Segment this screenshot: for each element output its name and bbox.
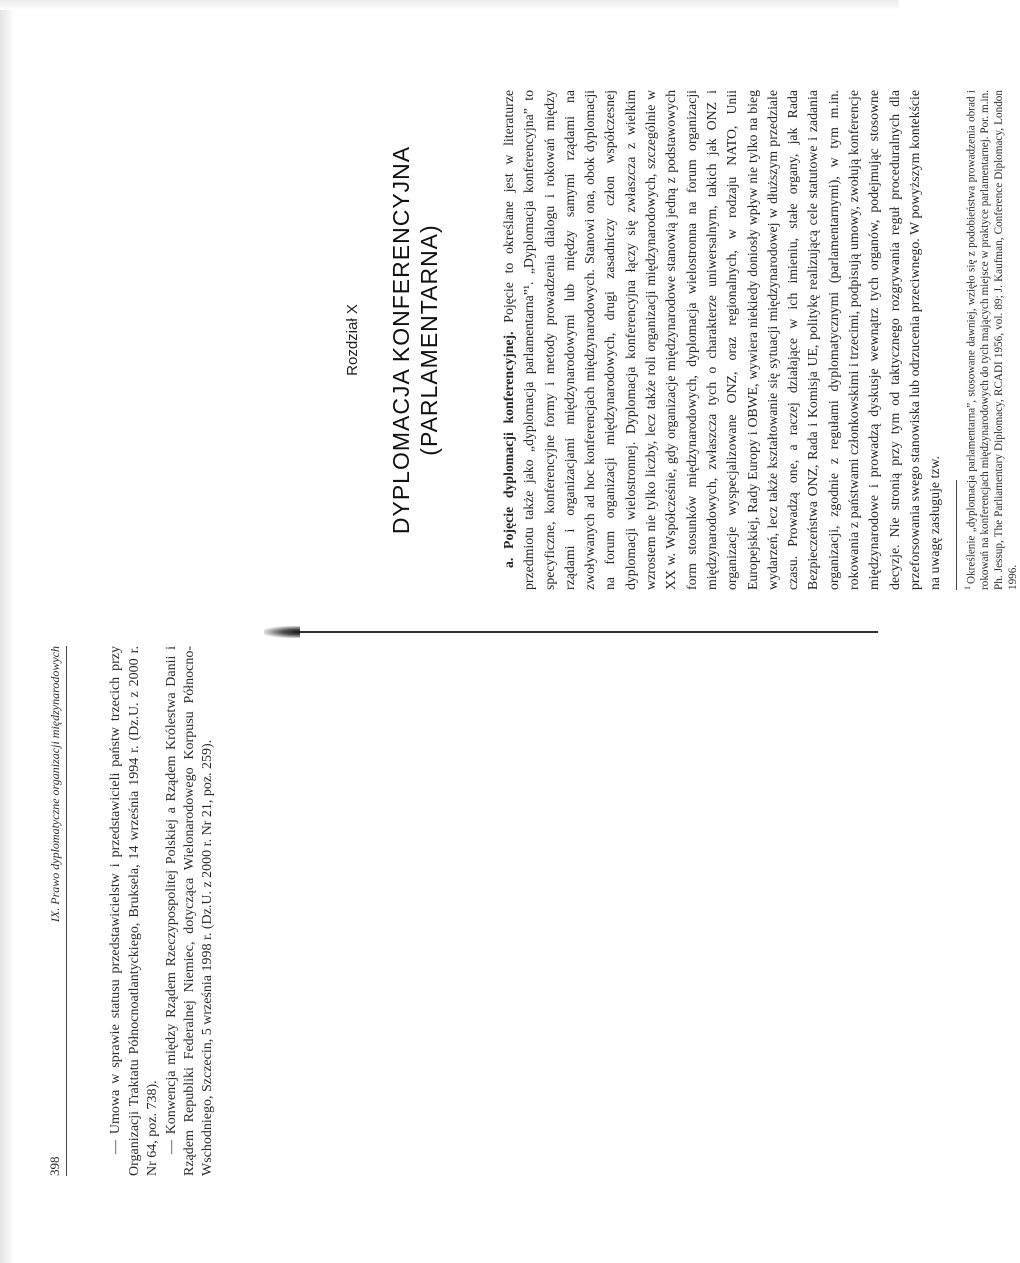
treaty-entry: — Umowa w sprawie statusu przedstawicielstw i przedstawicieli państw trzecich przy Organizacji Traktatu Północnoatlantyckiego, Bruksela, 14 września 1994 r. (Dz.U. z 2000 r. Nr 64, poz. 738). [108, 646, 161, 1176]
section-body [499, 90, 946, 590]
scan-edge [0, 0, 14, 1263]
page-gutter [300, 631, 878, 633]
running-header: IX. Prawo dyplomatyczne organizacji międzynarodowych [48, 646, 62, 923]
body-text: Pojęcie to określane jest w literaturze przedmiotu także jako „dyplomacja parlamentarna”¹. „Dyplomacja konferencyjna” to specyficzne, konferencyjne formy i metody prowadzenia dialogu i rokowań między rządami i organizacjami międzynarodowymi lub między samymi rządami na zwoływanych ad hoc konferencjach międzynarodowych. Stanowi ona, obok dyplomacji na forum organizacji międzynarodowych, drugi zasadniczy człon współczesnej dyplomacji wielostronnej. Dyplomacja konferencyjna łączy się zwłaszcza z wielkim wzrostem nie tylko liczby, lecz także roli organizacji międzynarodowych, szczególnie w XX w. Współcześnie, gdy organizacje międzynarodowe stanowią jedną z podstawowych form stosunków międzynarodowych, dyplomacja wielostronna na forum organizacji międzynarodowych, zwłaszcza tych o charakterze uniwersalnym, takich jak ONZ i organizacje wyspecjalizowane ONZ, oraz regionalnych, w rodzaju NATO, Unii Europejskiej, Rady Europy i OBWE, wywiera niekiedy doniosły wpływ nie tylko na bieg wydarzeń, lecz także kształtowanie się sytuacji międzynarodowej w dłuższym przedziale czasu. Prowadzą one, a raczej działające w ich imieniu, stałe organy, jak Rada Bezpieczeństwa ONZ, Rada i Komisja UE, politykę realizującą cele statutowe i zadania organizacji, zgodnie z regułami dyplomatycznymi (parlamentarnymi), w tym m.in. rokowania z państwami członkowskimi i trzecimi, podpisują umowy, zwołują konferencje międzynarodowe i prowadzą dyskusje wewnątrz tych organów, podejmując stosowne decyzje. Nie stronią przy tym od taktycznego rozgrywania reguł proceduralnych dla przeforsowania swego stanowiska lub odrzucenia przeciwnego. W powyższym kontekście na uwagę zasługuje tzw. [501, 90, 943, 590]
footnote-number: 1 [962, 586, 972, 590]
chapter-title-line: DYPLOMACJA KONFERENCYJNA [388, 145, 414, 535]
chapter-title-line: (PARLAMENTARNA) [416, 224, 442, 456]
left-page [46, 646, 216, 1176]
binding-shadow [264, 626, 300, 638]
left-page-header [46, 646, 67, 1176]
footnote-rule [956, 480, 957, 590]
section-heading: a. Pojęcie dyplomacji konferencyjnej. [501, 331, 516, 568]
scan-edge-top [0, 0, 899, 10]
treaty-entry: — Konwencja między Rządem Rzeczypospolitej Polskiej a Rządem Królestwa Danii i Rządem Republiki Federalnej Niemiec, dotycząca Wielonarodowego Korpusu Północno-Wschodniego, Szczecin, 5 września 1998 r. (Dz.U. z 2000 r. Nr 21, poz. 259). [163, 646, 216, 1176]
chapter-label: Rozdział X [344, 304, 361, 376]
right-page [342, 90, 1020, 590]
chapter-title [387, 90, 443, 590]
page-number: 398 [47, 1156, 62, 1176]
footnote [961, 90, 1020, 590]
body-paragraph [499, 90, 946, 590]
footnote-text: Określenie „dyplomacja parlamentarna”, stosowane dawniej, wzięło się z podobieństwa prowadzenia obrad i rokowań na konferencjach międzynarodowych do tych mających miejsce w praktyce parlamentarnej. Por. m.in. Ph. Jessup, The Parliamentary Diplomacy, RCADI 1956, vol. 89; J. Kaufman, Conference Diplomacy, London 1996. [965, 90, 1020, 590]
